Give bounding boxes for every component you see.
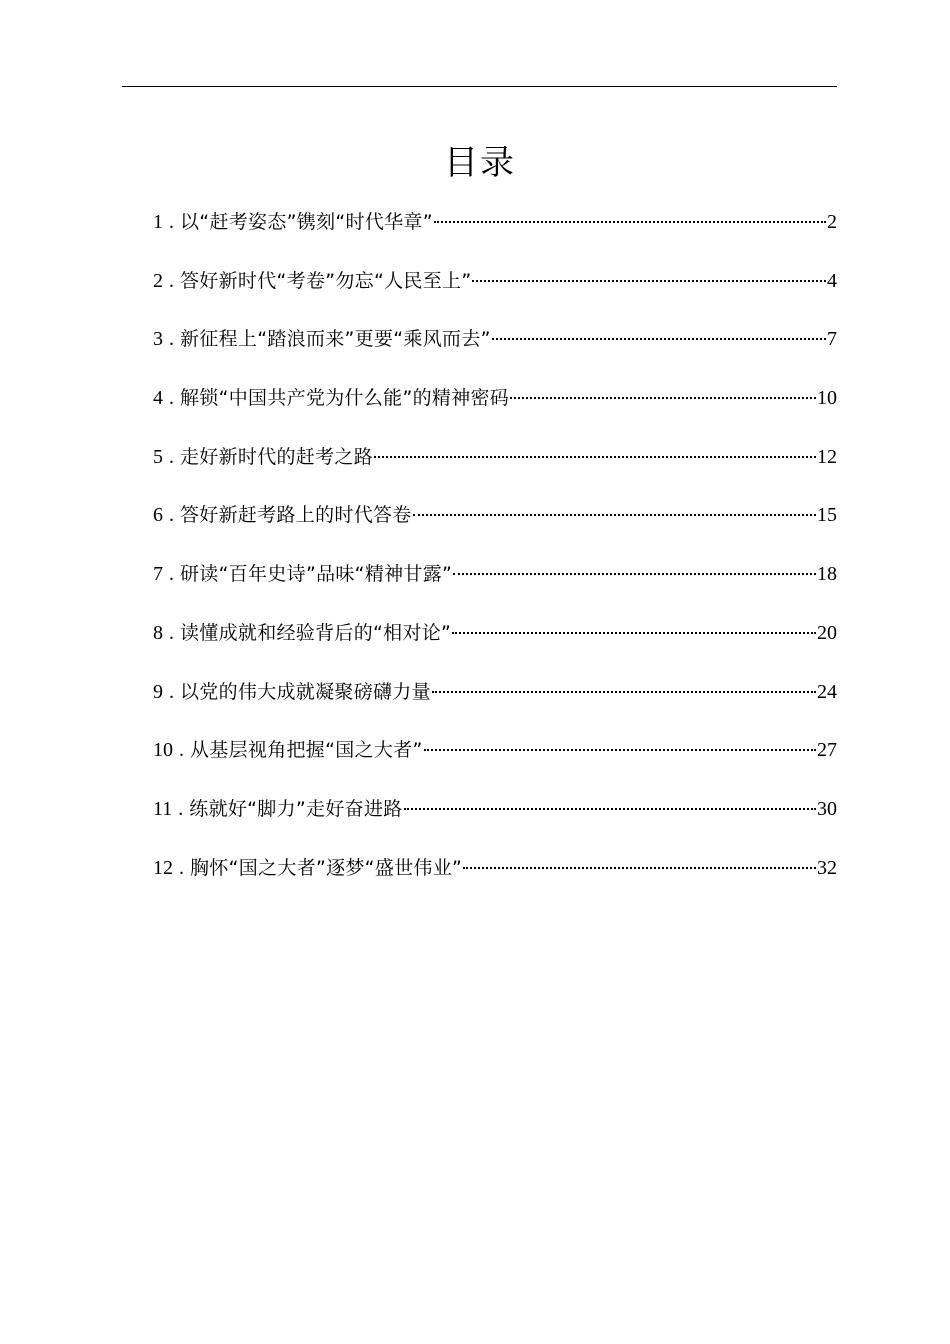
header-rule bbox=[122, 86, 837, 87]
toc-entry-separator: . bbox=[169, 445, 174, 468]
toc-entry-title: 读懂成就和经验背后的“相对论” bbox=[180, 621, 452, 644]
toc-entry-page: 4 bbox=[827, 269, 837, 292]
toc-entry[interactable] bbox=[153, 674, 837, 733]
toc-entry-separator: . bbox=[169, 504, 174, 527]
toc-entry-page: 32 bbox=[817, 856, 837, 879]
toc-entry-page: 30 bbox=[817, 797, 837, 820]
toc-entry[interactable] bbox=[153, 497, 837, 556]
toc-dot-leader bbox=[452, 612, 816, 634]
toc-entry-separator: . bbox=[179, 739, 184, 762]
toc-entry-number: 9 bbox=[153, 680, 163, 703]
toc-dot-leader bbox=[492, 318, 826, 340]
toc-entry-title: 以党的伟大成就凝聚磅礴力量 bbox=[180, 680, 431, 703]
toc-entry-number: 11 bbox=[153, 797, 173, 820]
toc-entry-title: 胸怀“国之大者”逐梦“盛世伟业” bbox=[190, 856, 463, 879]
toc-entry-separator: . bbox=[169, 563, 174, 586]
toc-entry-page: 7 bbox=[827, 328, 837, 351]
toc-dot-leader bbox=[424, 729, 816, 751]
toc-dot-leader bbox=[453, 553, 816, 575]
toc-entry-number: 5 bbox=[153, 445, 163, 468]
toc-entry-title: 研读“百年史诗”品味“精神甘露” bbox=[180, 563, 453, 586]
toc-entry-title: 解锁“中国共产党为什么能”的精神密码 bbox=[180, 387, 510, 410]
toc-entry[interactable] bbox=[153, 556, 837, 615]
toc-dot-leader bbox=[404, 788, 816, 810]
toc-entry-separator: . bbox=[169, 211, 174, 233]
toc-entry-number: 10 bbox=[153, 739, 173, 762]
toc-dot-leader bbox=[434, 201, 826, 223]
toc-list bbox=[153, 204, 837, 908]
toc-entry-separator: . bbox=[169, 680, 174, 703]
toc-entry-number: 4 bbox=[153, 387, 163, 410]
toc-entry-title: 新征程上“踏浪而来”更要“乘风而去” bbox=[180, 328, 491, 351]
toc-entry-number: 7 bbox=[153, 563, 163, 586]
toc-entry-page: 15 bbox=[817, 504, 837, 527]
toc-entry-number: 3 bbox=[153, 328, 163, 351]
toc-entry-title: 练就好“脚力”走好奋进路 bbox=[189, 797, 403, 820]
toc-entry-separator: . bbox=[179, 856, 184, 879]
toc-entry-title: 从基层视角把握“国之大者” bbox=[190, 739, 423, 762]
toc-entry[interactable] bbox=[153, 791, 837, 850]
toc-entry-separator: . bbox=[169, 269, 174, 292]
toc-entry-separator: . bbox=[169, 328, 174, 351]
toc-entry-title: 走好新时代的赶考之路 bbox=[180, 445, 374, 468]
toc-entry-page: 10 bbox=[817, 387, 837, 410]
toc-entry-page: 24 bbox=[817, 680, 837, 703]
toc-entry-title: 答好新时代“考卷”勿忘“人民至上” bbox=[180, 269, 472, 292]
toc-entry-title: 以“赶考姿态”镌刻“时代华章” bbox=[180, 211, 433, 233]
toc-entry-separator: . bbox=[169, 387, 174, 410]
toc-entry[interactable] bbox=[153, 732, 837, 791]
toc-entry[interactable] bbox=[153, 204, 837, 263]
toc-entry[interactable] bbox=[153, 439, 837, 498]
toc-entry-number: 2 bbox=[153, 269, 163, 292]
toc-dot-leader bbox=[432, 671, 816, 693]
toc-dot-leader bbox=[463, 847, 816, 869]
toc-entry-separator: . bbox=[178, 797, 184, 820]
toc-entry-number: 6 bbox=[153, 504, 163, 527]
toc-dot-leader bbox=[510, 377, 816, 399]
toc-entry[interactable] bbox=[153, 321, 837, 380]
toc-entry[interactable] bbox=[153, 263, 837, 322]
toc-entry-page: 27 bbox=[817, 739, 837, 762]
toc-entry-number: 12 bbox=[153, 856, 173, 879]
toc-entry-page: 20 bbox=[817, 621, 837, 644]
toc-entry[interactable] bbox=[153, 850, 837, 909]
toc-entry-number: 1 bbox=[153, 211, 163, 233]
toc-dot-leader bbox=[374, 436, 816, 458]
toc-dot-leader bbox=[472, 260, 826, 282]
toc-entry-page: 2 bbox=[827, 211, 837, 233]
toc-entry-title: 答好新赶考路上的时代答卷 bbox=[180, 504, 412, 527]
toc-entry-separator: . bbox=[169, 621, 174, 644]
toc-dot-leader bbox=[413, 494, 816, 516]
toc-title: 目录 bbox=[444, 143, 516, 183]
toc-entry[interactable] bbox=[153, 380, 837, 439]
toc-entry-page: 18 bbox=[817, 563, 837, 586]
toc-entry-number: 8 bbox=[153, 621, 163, 644]
toc-entry-page: 12 bbox=[817, 445, 837, 468]
toc-entry[interactable] bbox=[153, 615, 837, 674]
